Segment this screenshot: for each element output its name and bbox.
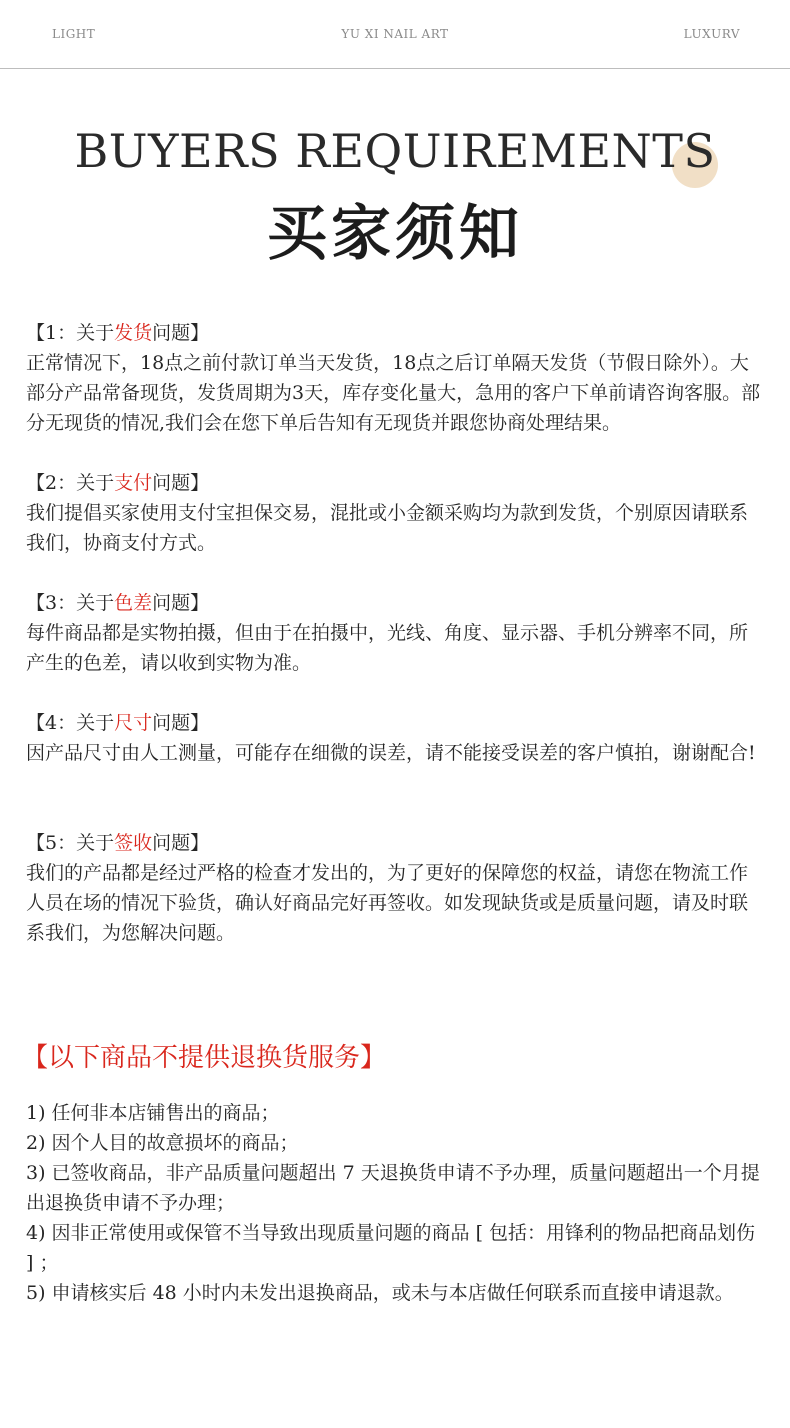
- section-body: 我们的产品都是经过严格的检查才发出的，为了更好的保障您的权益，请您在物流工作人员在场的情况下验货，确认好商品完好再签收。如发现缺货或是质量问题，请及时联系我们，为您解决问题。: [26, 862, 749, 944]
- section-shipping: [26, 318, 766, 438]
- requirements-content: [26, 318, 766, 978]
- heading-suffix: 问题】: [152, 832, 210, 854]
- heading-highlight: 支付: [114, 472, 153, 494]
- list-item: 4) 因非正常使用或保管不当导致出现质量问题的商品 [ 包括：用锋利的物品把商品划伤 ] ；: [26, 1222, 756, 1274]
- list-item: 3) 已签收商品，非产品质量问题超出 7 天退换货申请不予办理，质量问题超出一个月提出退换货申请不予办理；: [26, 1162, 760, 1214]
- section-heading: [26, 828, 766, 858]
- section-size: [26, 708, 766, 768]
- heading-prefix: 【3：关于: [26, 592, 115, 614]
- section-body: 因产品尺寸由人工测量，可能存在细微的误差，请不能接受误差的客户慎拍，谢谢配合!: [26, 742, 756, 764]
- section-payment: [26, 468, 766, 558]
- no-return-notice: 【以下商品不提供退换货服务】: [22, 1043, 387, 1073]
- heading-prefix: 【2：关于: [26, 472, 115, 494]
- heading-suffix: 问题】: [152, 592, 210, 614]
- no-return-rules-list: [26, 1098, 766, 1308]
- heading-highlight: 签收: [114, 832, 153, 854]
- section-body: 正常情况下，18点之前付款订单当天发货，18点之后订单隔天发货（节假日除外）。大部分产品常备现货，发货周期为3天，库存变化量大，急用的客户下单前请咨询客服。部分无现货的情况,我们会在您下单后告知有无现货并跟您协商处理结果。: [26, 352, 761, 434]
- section-body: 每件商品都是实物拍摄，但由于在拍摄中，光线、角度、显示器、手机分辨率不同，所产生的色差，请以收到实物为准。: [26, 622, 749, 674]
- page-title-chinese: 买家须知: [267, 199, 523, 269]
- section-heading: [26, 468, 766, 498]
- section-color-difference: [26, 588, 766, 678]
- list-item: 1) 任何非本店铺售出的商品；: [26, 1102, 280, 1124]
- heading-highlight: 尺寸: [114, 712, 153, 734]
- section-heading: [26, 318, 766, 348]
- heading-suffix: 问题】: [152, 712, 210, 734]
- list-item: 5) 申请核实后 48 小时内未发出退换商品，或未与本店做任何联系而直接申请退款。: [26, 1282, 734, 1304]
- top-bar: [0, 0, 790, 69]
- heading-suffix: 问题】: [152, 322, 210, 344]
- brand-right-text: LUXURV: [683, 27, 740, 41]
- section-receipt: [26, 828, 766, 948]
- list-item: 2) 因个人目的故意损坏的商品；: [26, 1132, 299, 1154]
- heading-prefix: 【4：关于: [26, 712, 115, 734]
- heading-prefix: 【5：关于: [26, 832, 115, 854]
- heading-prefix: 【1：关于: [26, 322, 115, 344]
- page-title-english: BUYERS REQUIREMENTS: [74, 124, 716, 178]
- heading-highlight: 发货: [114, 322, 153, 344]
- section-heading: [26, 708, 766, 738]
- brand-name: YU XI NAIL ART: [341, 27, 449, 41]
- heading-suffix: 问题】: [152, 472, 210, 494]
- brand-left-text: LIGHT: [52, 27, 96, 41]
- section-body: 我们提倡买家使用支付宝担保交易，混批或小金额采购均为款到发货，个别原因请联系我们，协商支付方式。: [26, 502, 749, 554]
- heading-highlight: 色差: [114, 592, 153, 614]
- section-heading: [26, 588, 766, 618]
